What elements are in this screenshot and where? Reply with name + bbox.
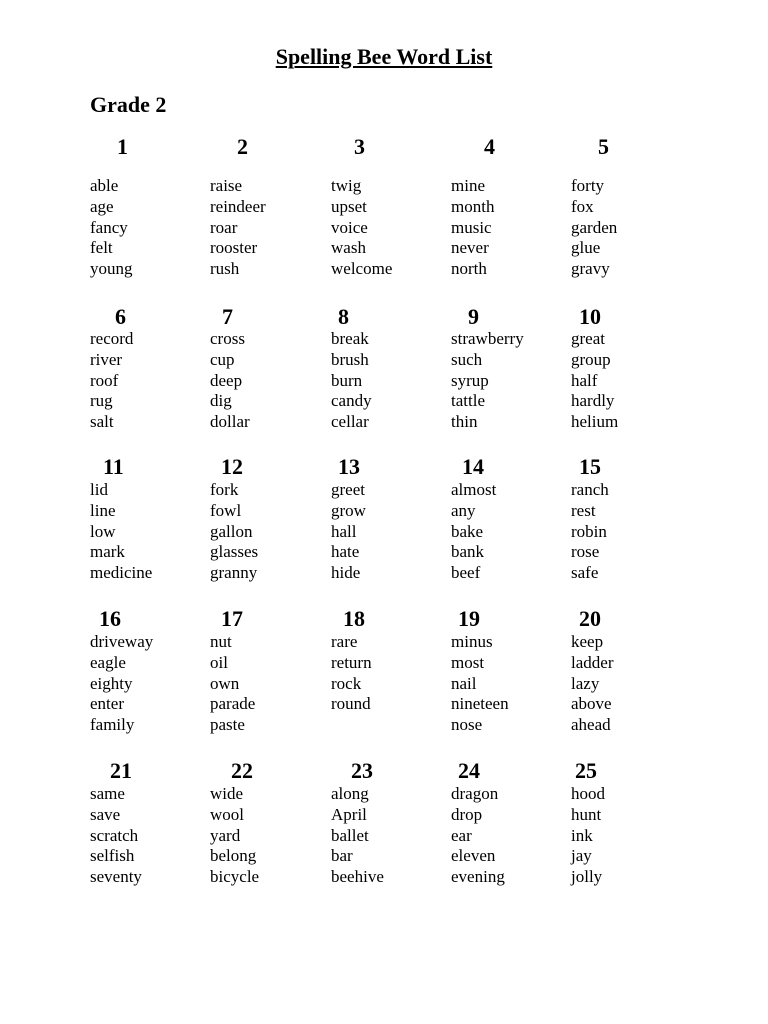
word-list xyxy=(571,329,618,433)
word: great xyxy=(571,329,605,348)
list-number: 16 xyxy=(99,606,121,631)
word: save xyxy=(90,804,121,824)
word-list xyxy=(90,632,153,736)
word: group xyxy=(571,349,611,369)
word: hall xyxy=(331,521,357,541)
word: upset xyxy=(331,196,367,216)
word: eagle xyxy=(90,652,126,672)
word: lazy xyxy=(571,673,600,693)
word: deep xyxy=(210,370,243,390)
word: granny xyxy=(210,563,258,583)
word: cellar xyxy=(331,412,369,432)
word-list xyxy=(331,784,384,888)
word: salt xyxy=(90,412,114,432)
word-list xyxy=(571,784,605,888)
word: age xyxy=(90,196,114,216)
word: selfish xyxy=(90,846,135,866)
word: rush xyxy=(210,259,240,279)
word: round xyxy=(331,694,371,714)
word: forty xyxy=(571,176,605,195)
word-list xyxy=(90,176,133,280)
word: bicycle xyxy=(210,867,260,887)
word: glasses xyxy=(210,542,259,562)
word: burn xyxy=(331,370,363,390)
word: paste xyxy=(210,715,245,735)
word: safe xyxy=(571,563,599,583)
list-number: 24 xyxy=(458,758,480,783)
word: garden xyxy=(571,217,618,237)
word-list xyxy=(90,329,133,433)
word: strawberry xyxy=(451,329,524,348)
list-number: 20 xyxy=(579,606,601,631)
list-number: 9 xyxy=(468,304,479,329)
list-number: 7 xyxy=(222,304,233,329)
word: cross xyxy=(210,329,245,348)
word: thin xyxy=(451,412,478,432)
word: half xyxy=(571,370,598,390)
list-number: 14 xyxy=(462,454,484,479)
word: fork xyxy=(210,480,239,499)
word: return xyxy=(331,652,372,672)
word-list xyxy=(331,176,392,280)
word: fancy xyxy=(90,217,128,237)
word: hide xyxy=(331,563,361,583)
word: glue xyxy=(571,238,601,258)
word: break xyxy=(331,329,369,348)
word-list xyxy=(331,480,366,584)
word: keep xyxy=(571,632,604,651)
list-number: 11 xyxy=(103,454,124,479)
word: beehive xyxy=(331,867,384,887)
list-number: 17 xyxy=(221,606,243,631)
word: seventy xyxy=(90,867,142,887)
word: yard xyxy=(210,825,241,845)
word-list xyxy=(451,480,496,584)
word: hate xyxy=(331,542,360,562)
word: above xyxy=(571,694,612,714)
word: oil xyxy=(210,652,228,672)
word: ink xyxy=(571,825,593,845)
word: medicine xyxy=(90,563,153,583)
word: beef xyxy=(451,563,481,583)
word: hunt xyxy=(571,804,602,824)
word: scratch xyxy=(90,825,139,845)
word: dragon xyxy=(451,784,499,803)
word: young xyxy=(90,259,133,279)
list-number: 18 xyxy=(343,606,365,631)
list-number: 1 xyxy=(117,134,128,159)
word: candy xyxy=(331,391,372,411)
word: rock xyxy=(331,673,362,693)
list-number: 2 xyxy=(237,134,248,159)
word: ahead xyxy=(571,715,611,735)
word: welcome xyxy=(331,259,393,279)
word: evening xyxy=(451,867,505,887)
word: tattle xyxy=(451,391,485,411)
word-list xyxy=(451,176,494,280)
word: rest xyxy=(571,500,596,520)
word: nose xyxy=(451,715,483,735)
word: month xyxy=(451,196,495,216)
list-number: 23 xyxy=(351,758,373,783)
word: line xyxy=(90,500,116,520)
word: April xyxy=(331,804,367,824)
word: parade xyxy=(210,694,256,714)
word: twig xyxy=(331,176,362,195)
list-number: 19 xyxy=(458,606,480,631)
word: belong xyxy=(210,846,257,866)
word: bar xyxy=(331,846,353,866)
word: ladder xyxy=(571,652,614,672)
word: never xyxy=(451,238,489,258)
word: ranch xyxy=(571,480,609,499)
word-list xyxy=(451,329,524,433)
list-number: 12 xyxy=(221,454,243,479)
word: hood xyxy=(571,784,605,803)
list-number: 21 xyxy=(110,758,132,783)
word: mark xyxy=(90,542,125,562)
word: low xyxy=(90,521,116,541)
word: gravy xyxy=(571,259,610,279)
word: dollar xyxy=(210,412,250,432)
list-number: 10 xyxy=(579,304,601,329)
word: bake xyxy=(451,521,484,541)
word-list xyxy=(331,329,372,433)
word: nail xyxy=(451,673,477,693)
word: rose xyxy=(571,542,600,562)
word: brush xyxy=(331,349,369,369)
word: mine xyxy=(451,176,485,195)
word: raise xyxy=(210,176,243,195)
word: wool xyxy=(210,804,244,824)
word-list xyxy=(571,632,613,736)
word-list xyxy=(210,784,259,888)
word-list xyxy=(90,480,152,584)
word-list xyxy=(331,632,372,715)
word: cup xyxy=(210,349,235,369)
word: drop xyxy=(451,804,483,824)
word: rare xyxy=(331,632,358,651)
list-number: 25 xyxy=(575,758,597,783)
word: grow xyxy=(331,500,366,520)
word: wide xyxy=(210,784,244,803)
word-list xyxy=(571,176,617,280)
word: helium xyxy=(571,412,619,432)
word: wash xyxy=(331,238,366,258)
word: fox xyxy=(571,196,594,216)
list-number: 5 xyxy=(598,134,609,159)
word: north xyxy=(451,259,487,279)
word-list xyxy=(210,480,258,584)
word: own xyxy=(210,673,240,693)
word: able xyxy=(90,176,119,195)
word: voice xyxy=(331,217,368,237)
word: felt xyxy=(90,238,113,258)
word: jay xyxy=(571,846,592,866)
word: ballet xyxy=(331,825,369,845)
word: family xyxy=(90,715,135,735)
word-list xyxy=(210,329,250,433)
word: any xyxy=(451,500,476,520)
word: dig xyxy=(210,391,232,411)
word: along xyxy=(331,784,369,803)
word-list xyxy=(210,632,255,736)
list-number: 8 xyxy=(338,304,349,329)
list-number: 22 xyxy=(231,758,253,783)
word: record xyxy=(90,329,134,348)
word: roar xyxy=(210,217,238,237)
word: gallon xyxy=(210,521,253,541)
word: ear xyxy=(451,825,472,845)
word: such xyxy=(451,349,483,369)
word: most xyxy=(451,652,485,672)
word: nineteen xyxy=(451,694,509,714)
word: jolly xyxy=(571,867,603,887)
word: lid xyxy=(90,480,108,499)
word: hardly xyxy=(571,391,615,411)
word: enter xyxy=(90,694,124,714)
word: syrup xyxy=(451,370,489,390)
word: eighty xyxy=(90,673,133,693)
list-number: 15 xyxy=(579,454,601,479)
word-list xyxy=(571,480,609,584)
grade-heading: Grade 2 xyxy=(90,92,167,117)
list-number: 6 xyxy=(115,304,126,329)
word-list xyxy=(451,632,509,736)
list-number: 3 xyxy=(354,134,365,159)
word: almost xyxy=(451,480,497,499)
word: bank xyxy=(451,542,485,562)
word: fowl xyxy=(210,500,242,520)
word: eleven xyxy=(451,846,496,866)
word-list xyxy=(210,176,266,280)
word: nut xyxy=(210,632,232,651)
word: greet xyxy=(331,480,365,499)
word-list xyxy=(451,784,505,888)
list-number: 4 xyxy=(484,134,495,159)
list-number: 13 xyxy=(338,454,360,479)
word: rug xyxy=(90,391,113,411)
word: reindeer xyxy=(210,196,266,216)
word: rooster xyxy=(210,238,258,258)
word: same xyxy=(90,784,125,803)
word: robin xyxy=(571,521,607,541)
page-title: Spelling Bee Word List xyxy=(275,44,493,69)
word: river xyxy=(90,349,123,369)
word: minus xyxy=(451,632,493,651)
word: music xyxy=(451,217,492,237)
word: driveway xyxy=(90,632,154,651)
word: roof xyxy=(90,370,119,390)
word-list xyxy=(90,784,142,888)
